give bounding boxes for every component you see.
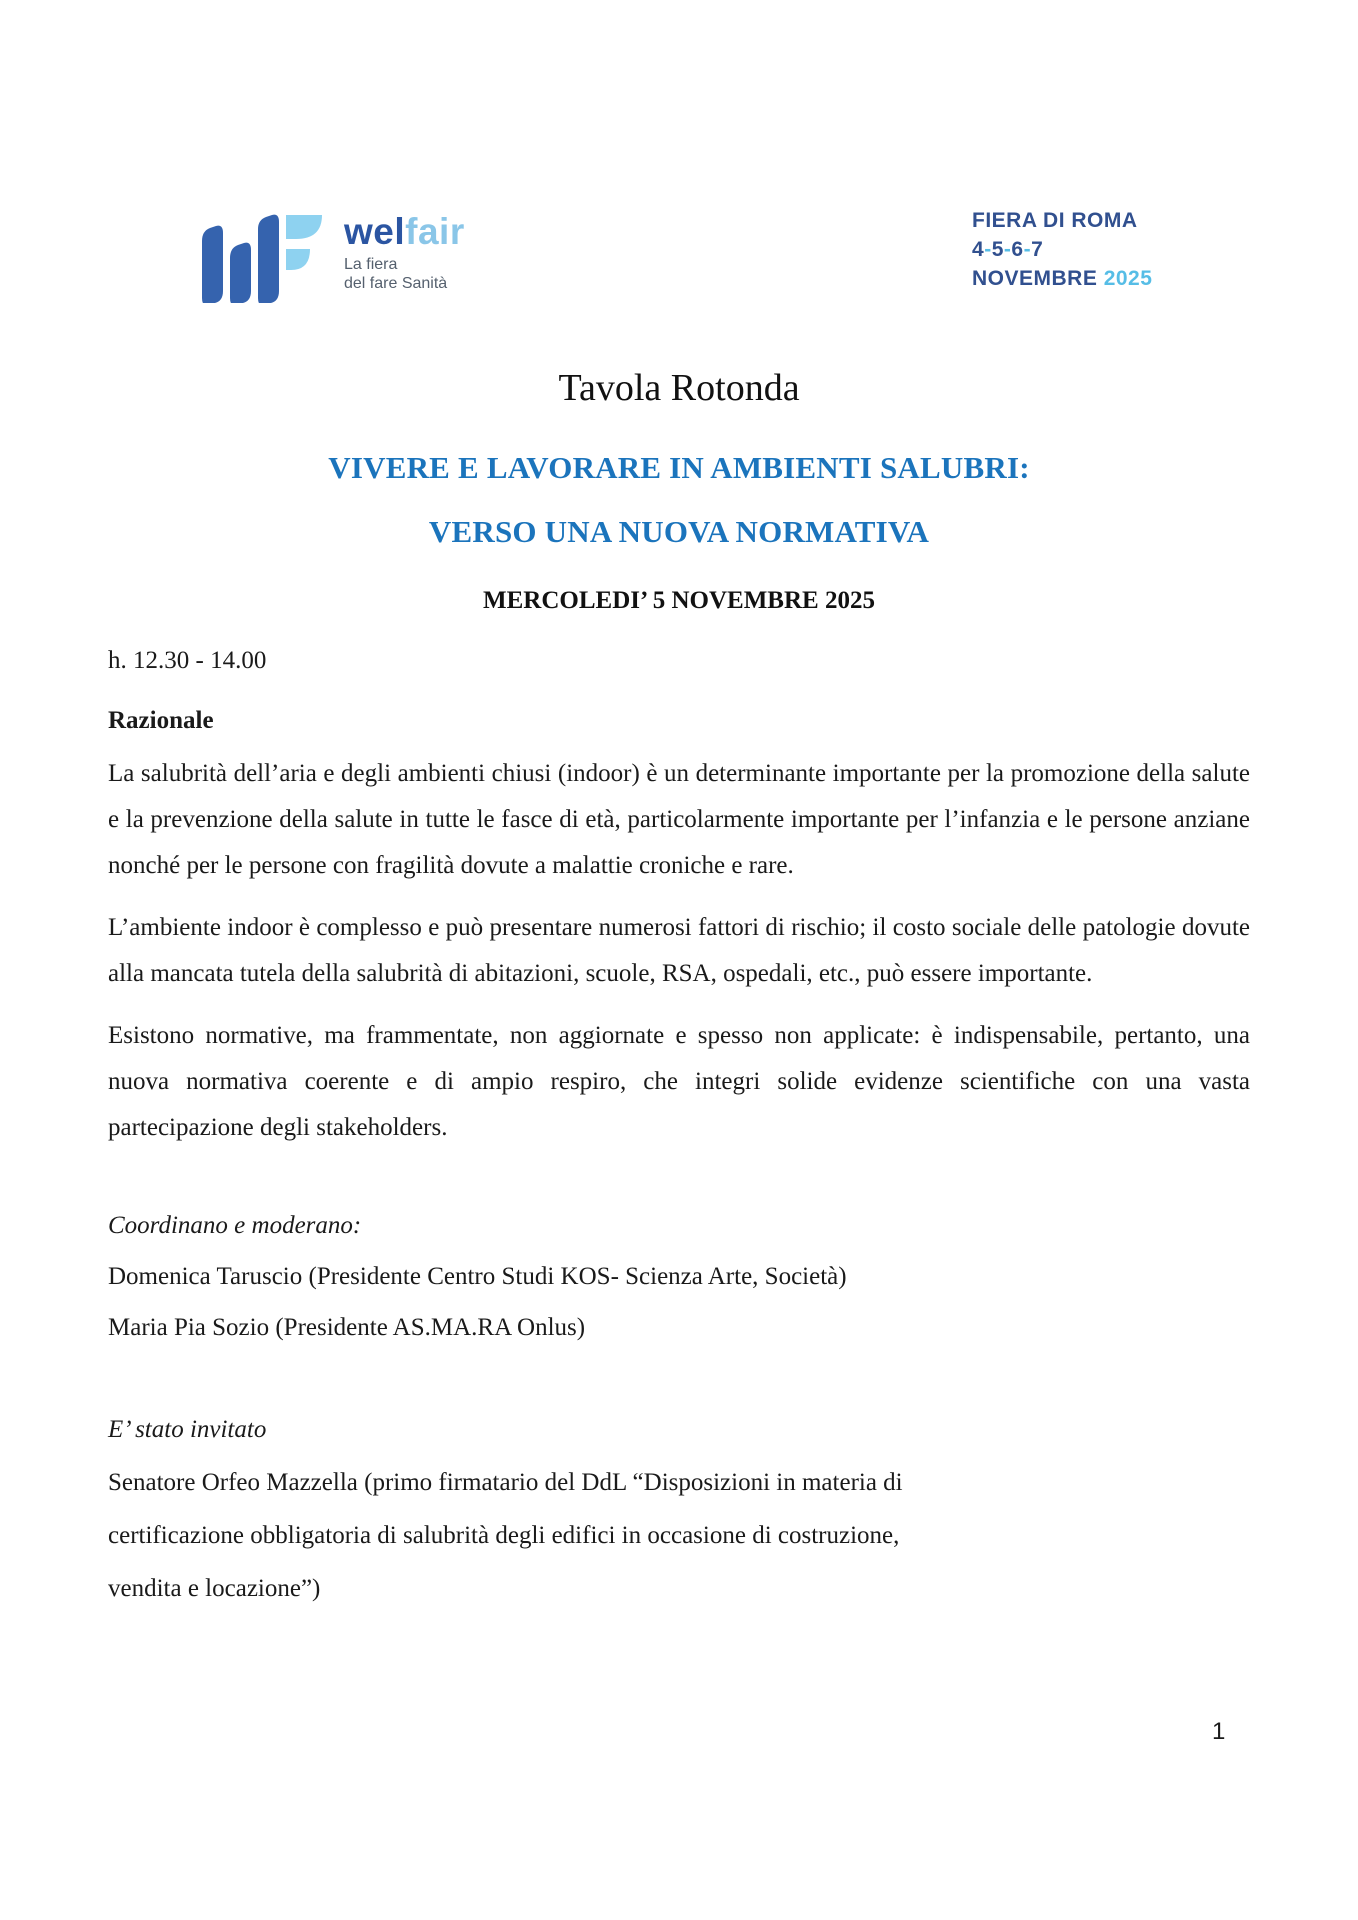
logo-tagline-line1: La fiera (344, 256, 398, 273)
page-title: Tavola Rotonda (558, 367, 800, 409)
event-badge-venue: FIERA DI ROMA (972, 209, 1138, 232)
paragraph-2: L’ambiente indoor è complesso e può presentare numerosi fattori di rischio; il costo sociale delle patologie dovute alla mancata tutela della salubrità di abitazioni, scuole, RSA, ospedali, etc., può essere importante. (108, 914, 1250, 987)
logo-brand-wel: wel (344, 211, 406, 252)
date-dash-icon: - (984, 238, 992, 261)
event-date-2: 5 (991, 238, 1004, 261)
invited-heading: E’ stato invitato (108, 1416, 267, 1443)
logo-tagline-line2: del fare Sanità (344, 275, 448, 292)
invited-line-3: vendita e locazione”) (108, 1575, 321, 1602)
event-date-1: 4 (972, 238, 985, 261)
coordinators-heading: Coordinano e moderano: (108, 1212, 362, 1239)
date-dash-icon: - (1023, 238, 1032, 261)
event-date-line: MERCOLEDI’ 5 NOVEMBRE 2025 (483, 587, 875, 614)
invited-line-2: certificazione obbligatoria di salubrità degli edifici in occasione di costruzione, (108, 1522, 900, 1549)
date-dash-icon: - (1003, 238, 1012, 261)
subtitle-line-2: VERSO UNA NUOVA NORMATIVA (428, 514, 930, 549)
logo-brand-fair: fair (405, 211, 465, 252)
event-year: 2025 (1103, 267, 1153, 290)
event-month: NOVEMBRE (972, 267, 1098, 290)
coordinator-2: Maria Pia Sozio (Presidente AS.MA.RA Onlus) (108, 1314, 586, 1341)
document-content (108, 0, 1250, 1612)
event-date-3: 6 (1011, 238, 1024, 261)
paragraph-1: La salubrità dell’aria e degli ambienti chiusi (indoor) è un determinante importante per la promozione della salute e la prevenzione della salute in tutte le fasce di età, particolarmente importante per l’infanzia e le persone anziane nonché per le persone con fragilità dovute a malattie croniche e rare. (108, 760, 1250, 879)
event-date-4: 7 (1031, 238, 1044, 261)
subtitle-line-1: VIVERE E LAVORARE IN AMBIENTI SALUBRI: (328, 450, 1030, 485)
page-number: 1 (1212, 1718, 1226, 1745)
event-time: h. 12.30 - 14.00 (108, 647, 267, 674)
coordinator-1: Domenica Taruscio (Presidente Centro Studi KOS- Scienza Arte, Società) (108, 1263, 847, 1290)
paragraph-3: Esistono normative, ma frammentate, non aggiornate e spesso non applicate: è indispensabile, pertanto, una nuova normativa coerente e di ampio respiro, che integri solide evidenze scientifiche con una vasta partecipazione degli stakeholders. (108, 1022, 1250, 1141)
invited-line-1: Senatore Orfeo Mazzella (primo firmatario del DdL “Disposizioni in materia di (108, 1469, 903, 1496)
section-heading-razionale: Razionale (108, 707, 214, 734)
